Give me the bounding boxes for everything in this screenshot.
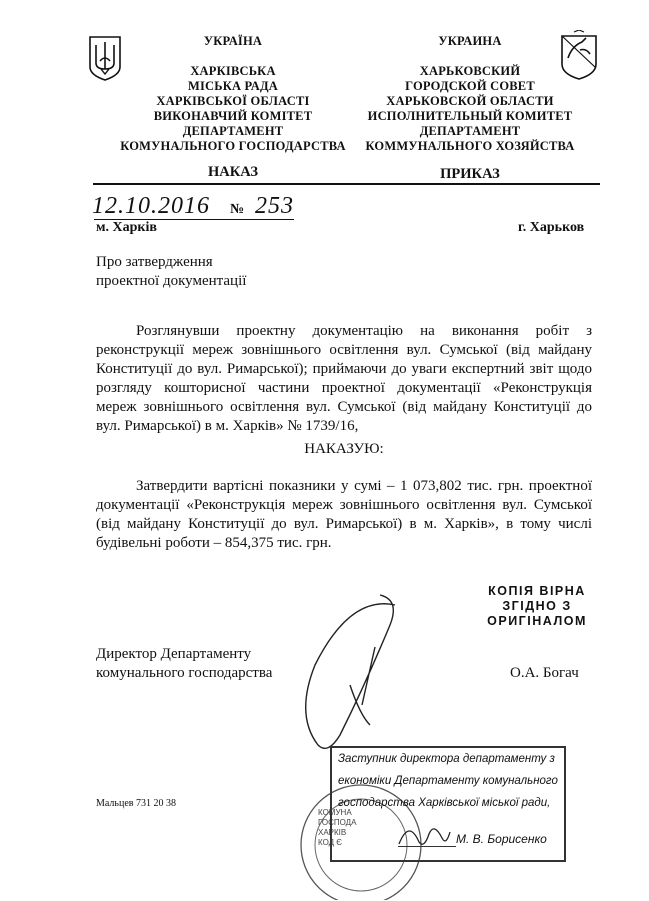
subject-line: проектної документації [96,273,247,289]
certification-line: господарства Харківської міської ради, [338,797,551,809]
header-line: ХАРКІВСЬКА [190,64,276,78]
preamble-paragraph: Розглянувши проектну документацію на виконання робіт з реконструкції мереж зовнішнього освітлення вул. Сумської (від майдану Конституції до вул. Римарської); приймаючи до уваги експертний звіт щодо розгляду кошторисної частини проектної документації «Реконструкція мереж зовнішнього освітлення вул. Сумської (від майдану Конституції до вул. Римарської) в м. Харків» № 1739/16, [96,323,592,434]
city-ua: м. Харків [96,220,157,235]
header-line: ДЕПАРТАМЕНТ [182,124,284,138]
executor: Мальцев 731 20 38 [96,798,176,809]
certification-name: М. В. Борисенко [456,832,547,846]
copy-stamp-line: КОПІЯ ВІРНА [488,584,586,598]
doc-type-ru: ПРИКАЗ [440,166,500,182]
seal-text: КОД Є [318,838,343,847]
handwritten-date: 12.10.2016 [92,193,210,219]
signatory-name: О.А. Богач [510,665,579,681]
handwritten-number: 253 [255,193,294,219]
country-ua: УКРАЇНА [203,34,263,48]
header-left [108,34,358,154]
copy-stamp [482,584,592,629]
subject [96,253,246,291]
country-ru: УКРАИНА [438,34,502,48]
certification-line: економіки Департаменту комунального [338,775,558,787]
header-line: КОМУНАЛЬНОГО ГОСПОДАРСТВА [120,139,346,153]
header-line: ХАРЬКОВСКИЙ [419,64,521,78]
order-paragraph: Затвердити вартісні показники у сумі – 1 073,802 тис. грн. проектної документації «Реконструкція мереж зовнішнього освітлення вул. Сумської (від майдану Конституції до вул. Римарської) в м. Харків», в тому числі будівельні роботи – 854,375 тис. грн. [96,478,592,551]
seal-text: ГОСПОДА [318,818,357,827]
signatory-title-line: Директор Департаменту [96,646,252,662]
header-line: МІСЬКА РАДА [187,79,279,93]
header-right [360,34,580,154]
header-line: ИСПОЛНИТЕЛЬНЫЙ КОМИТЕТ [367,109,573,123]
header-line: ВИКОНАВЧИЙ КОМІТЕТ [153,109,313,123]
city-ru: г. Харьков [518,220,585,235]
header-line: ДЕПАРТАМЕНТ [419,124,521,138]
seal-text: КОМУНА [318,808,352,817]
header-line: ХАРКІВСЬКОЇ ОБЛАСТІ [156,94,310,108]
copy-stamp-line: ОРИГІНАЛОМ [487,614,587,628]
certification-stamp [330,746,566,862]
header-divider [93,183,600,185]
certification-signature-image [394,814,454,854]
signatory-title-line: комунального господарства [96,665,273,681]
subject-line: Про затвердження [96,254,213,270]
doc-type-ua: НАКАЗ [207,164,259,180]
number-sign: № [230,202,245,217]
signatory-title [96,645,272,683]
copy-stamp-line: ЗГІДНО З [502,599,572,613]
certification-line: Заступник директора департаменту з [338,753,555,765]
header-line: ГОРОДСКОЙ СОВЕТ [405,79,535,93]
seal-text: ХАРКІВ [318,828,347,837]
signature-image [280,585,430,760]
header-line: КОММУНАЛЬНОГО ХОЗЯЙСТВА [365,139,575,153]
order-word: НАКАЗУЮ: [304,441,384,457]
header-line: ХАРЬКОВСКОЙ ОБЛАСТИ [386,94,554,108]
